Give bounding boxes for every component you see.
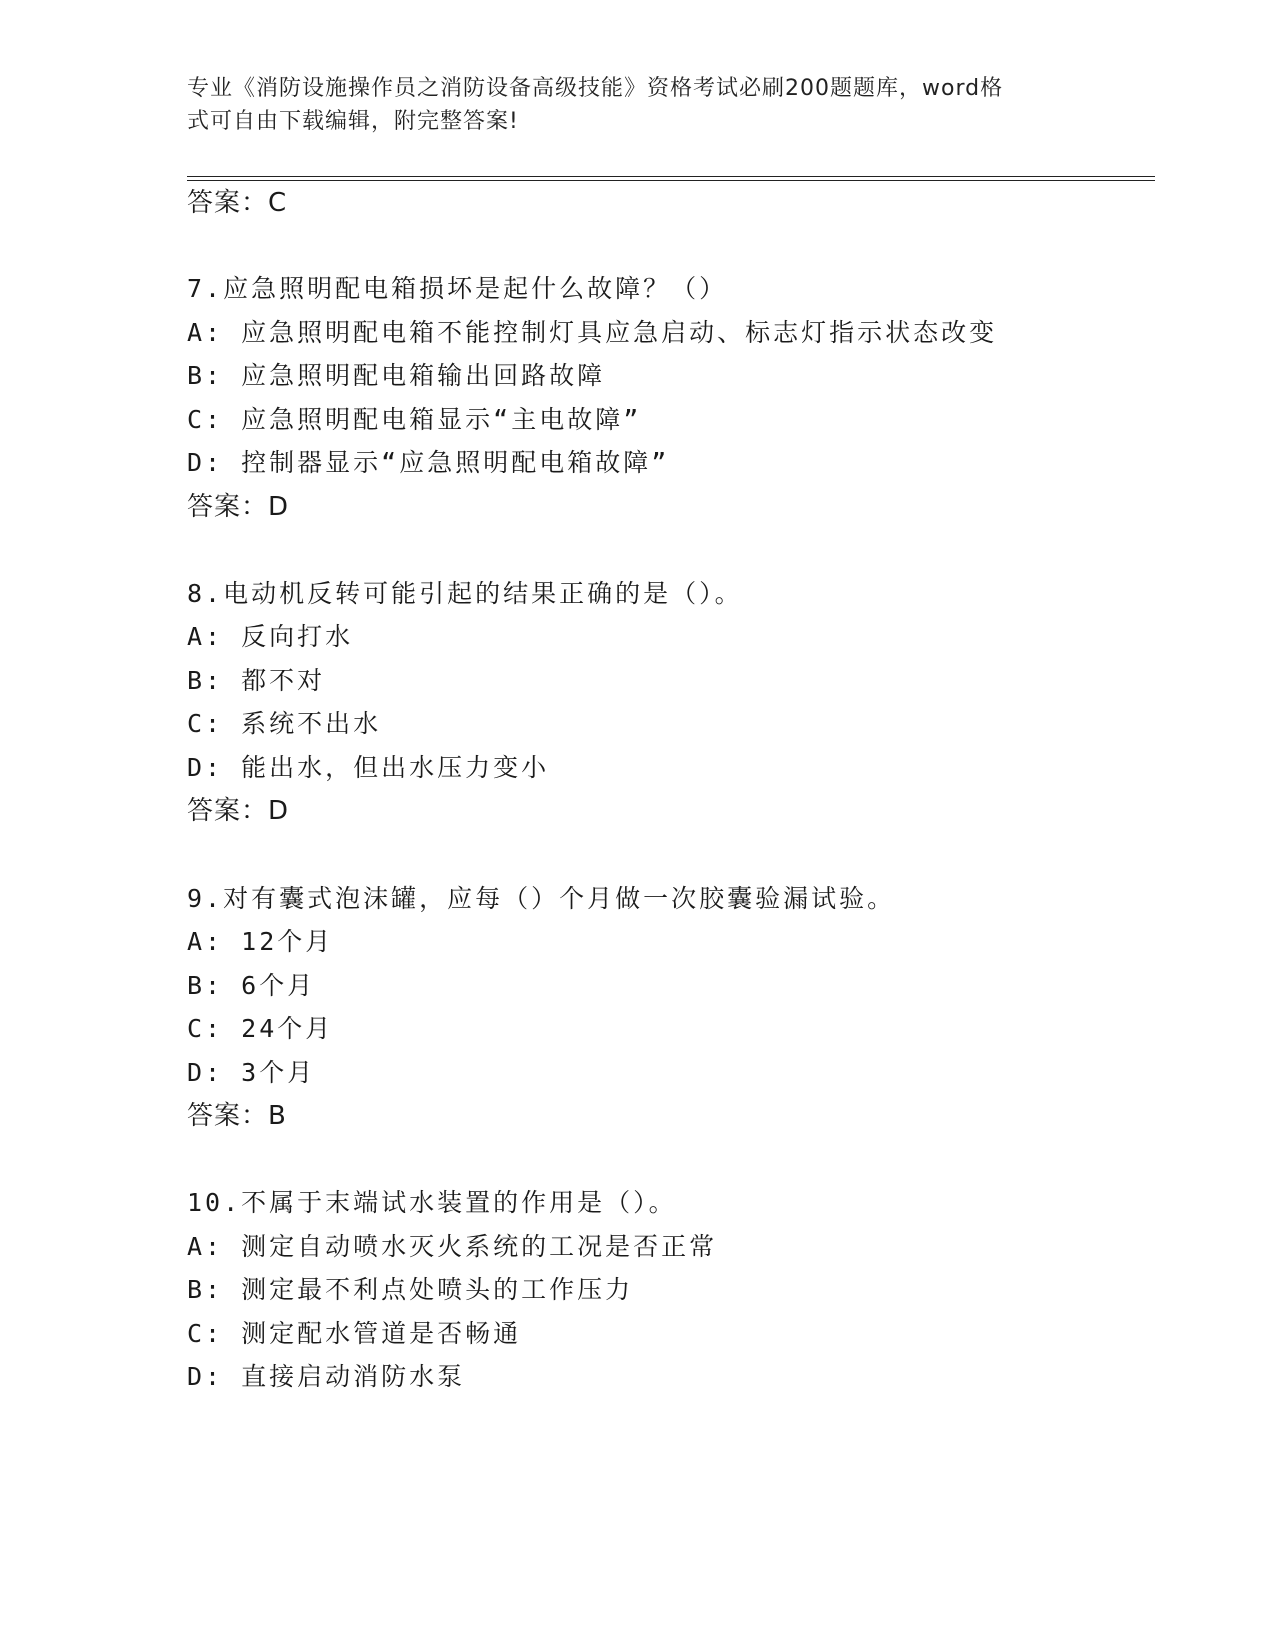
question-8-option-d: D: 能出水，但出水压力变小 xyxy=(187,753,550,782)
question-10-option-a: A: 测定自动喷水灭火系统的工况是否正常 xyxy=(187,1232,718,1261)
document-header xyxy=(187,72,1067,138)
question-8-answer: 答案：D xyxy=(187,796,290,826)
question-7-answer: 答案：D xyxy=(187,492,290,522)
question-8-stem: 8.电动机反转可能引起的结果正确的是（）。 xyxy=(187,579,743,608)
question-8-option-a: A: 反向打水 xyxy=(187,622,354,651)
question-10-option-d: D: 直接启动消防水泵 xyxy=(187,1362,466,1391)
question-7-stem: 7.应急照明配电箱损坏是起什么故障？（） xyxy=(187,274,728,303)
question-9-option-d: D: 3个月 xyxy=(187,1058,316,1087)
question-7-option-a: A: 应急照明配电箱不能控制灯具应急启动、标志灯指示状态改变 xyxy=(187,318,998,347)
question-8-option-c: C: 系统不出水 xyxy=(187,709,382,738)
question-10-option-c: C: 测定配水管道是否畅通 xyxy=(187,1319,522,1348)
question-9-option-b: B: 6个月 xyxy=(187,971,316,1000)
question-9-answer: 答案：B xyxy=(187,1101,287,1131)
header-line-1: 专业《消防设施操作员之消防设备高级技能》资格考试必刷200题题库，word格 xyxy=(187,76,1004,101)
header-divider-bottom xyxy=(187,180,1155,181)
question-9-option-a: A: 12个月 xyxy=(187,927,334,956)
question-7-option-c: C: 应急照明配电箱显示“主电故障” xyxy=(187,405,642,434)
question-9-stem: 9.对有囊式泡沫罐，应每（）个月做一次胶囊验漏试验。 xyxy=(187,884,896,913)
question-7-option-b: B: 应急照明配电箱输出回路故障 xyxy=(187,361,606,390)
previous-answer: 答案：C xyxy=(187,188,288,218)
header-line-2: 式可自由下载编辑，附完整答案! xyxy=(187,109,519,134)
question-9-option-c: C: 24个月 xyxy=(187,1014,334,1043)
header-divider-top xyxy=(187,176,1155,177)
question-8-option-b: B: 都不对 xyxy=(187,666,326,695)
question-10-option-b: B: 测定最不利点处喷头的工作压力 xyxy=(187,1275,634,1304)
question-7-option-d: D: 控制器显示“应急照明配电箱故障” xyxy=(187,448,670,477)
question-10-stem: 10.不属于末端试水装置的作用是（）。 xyxy=(187,1188,677,1217)
